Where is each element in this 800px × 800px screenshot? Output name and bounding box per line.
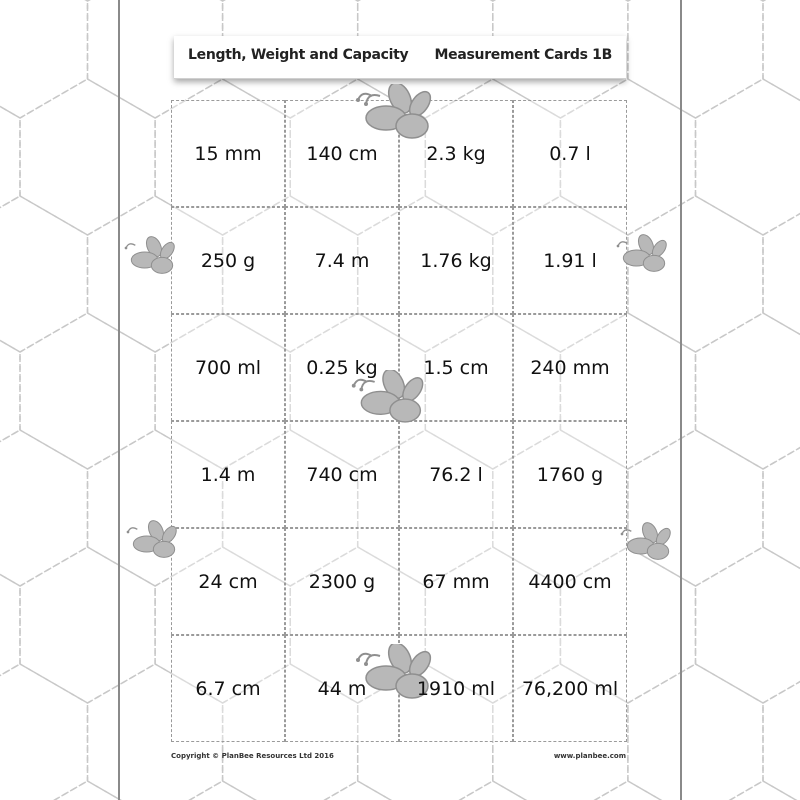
measurement-card[interactable] [285, 528, 399, 635]
title-banner [174, 36, 626, 79]
hexagon-outline [696, 313, 800, 469]
bee-icon [124, 520, 180, 564]
hexagon-outline [763, 664, 800, 800]
website-link[interactable]: www.planbee.com [553, 752, 626, 760]
hexagon-outline [696, 781, 800, 800]
card-value: 0.25 kg [306, 356, 378, 379]
measurement-card[interactable] [513, 635, 627, 742]
bee-icon [348, 370, 428, 430]
card-value: 4400 cm [528, 570, 612, 593]
hexagon-outline [0, 781, 20, 800]
measurement-card[interactable] [171, 314, 285, 421]
card-value: 1910 ml [416, 677, 496, 700]
hexagon-outline [696, 79, 800, 235]
bee-icon [618, 522, 674, 566]
measurement-card[interactable] [399, 421, 513, 528]
hexagon-outline [763, 196, 800, 352]
card-value: 6.7 cm [195, 677, 261, 700]
card-set-label: Measurement Cards 1B [434, 47, 612, 63]
card-value: 24 cm [198, 570, 258, 593]
hexagon-outline [696, 0, 800, 1]
bee-icon [122, 236, 178, 280]
bee-icon [352, 84, 436, 146]
hexagon-outline [763, 430, 800, 586]
measurement-card[interactable] [285, 207, 399, 314]
card-value: 1.4 m [200, 463, 256, 486]
copyright-notice: Copyright © PlanBee Resources Ltd 2016 [171, 752, 334, 760]
card-value: 740 cm [306, 463, 378, 486]
measurement-card[interactable] [171, 528, 285, 635]
card-value: 2300 g [308, 570, 376, 593]
card-value: 0.7 l [549, 142, 591, 165]
card-value: 250 g [200, 249, 256, 272]
measurement-card[interactable] [399, 528, 513, 635]
card-value: 76,200 ml [521, 677, 619, 700]
card-value: 67 mm [422, 570, 490, 593]
card-value: 15 mm [194, 142, 262, 165]
measurement-card[interactable] [513, 207, 627, 314]
measurement-card[interactable] [513, 100, 627, 207]
card-value: 44 m [317, 677, 367, 700]
measurement-card[interactable] [513, 421, 627, 528]
hexagon-outline [0, 547, 20, 703]
bee-icon [614, 234, 670, 278]
measurement-card[interactable] [171, 207, 285, 314]
hexagon-outline [0, 79, 20, 235]
card-value: 240 mm [530, 356, 610, 379]
hexagon-outline [696, 547, 800, 703]
card-value: 2.3 kg [426, 142, 486, 165]
measurement-card[interactable] [513, 528, 627, 635]
hexagon-outline [0, 430, 88, 586]
worksheet-title: Length, Weight and Capacity [188, 47, 409, 63]
card-value: 140 cm [306, 142, 378, 165]
hexagon-outline [0, 664, 88, 800]
hexagon-outline [0, 313, 20, 469]
card-value: 1.91 l [543, 249, 597, 272]
card-value: 1.5 cm [423, 356, 489, 379]
measurement-card[interactable] [399, 207, 513, 314]
card-value: 76.2 l [429, 463, 483, 486]
card-value: 1760 g [536, 463, 604, 486]
measurement-card[interactable] [171, 635, 285, 742]
card-value: 7.4 m [314, 249, 370, 272]
measurement-card[interactable] [285, 421, 399, 528]
card-value: 700 ml [194, 356, 262, 379]
hexagon-outline [763, 0, 800, 118]
hexagon-outline [0, 196, 88, 352]
hexagon-outline [0, 0, 88, 118]
measurement-card[interactable] [171, 421, 285, 528]
measurement-card[interactable] [171, 100, 285, 207]
measurement-card[interactable] [513, 314, 627, 421]
hexagon-outline [0, 0, 20, 1]
card-value: 1.76 kg [420, 249, 492, 272]
